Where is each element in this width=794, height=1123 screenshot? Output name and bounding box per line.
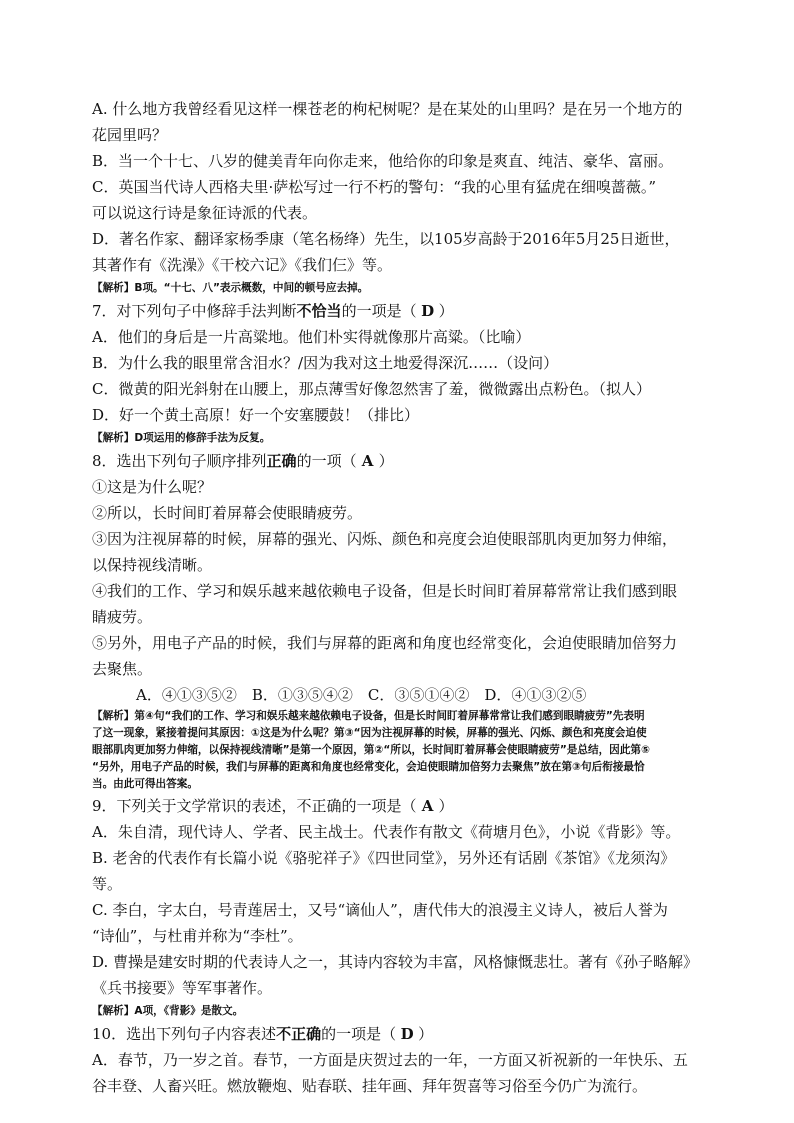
q9-option-d-line2: 《兵书接要》等军事著作。 xyxy=(92,979,273,997)
q6-option-a-line2: 花园里吗？ xyxy=(92,126,168,144)
q8-options: A．④①③⑤② B．①③⑤④② C．③⑤①④② D．④①③②⑤ xyxy=(136,686,587,704)
q8-stem-post: 的一项（ xyxy=(296,452,357,470)
q6-block xyxy=(92,96,708,298)
q10-stem-post: 的一项是（ xyxy=(321,1025,397,1043)
q9-option-c-line2: “诗仙”，与杜甫并称为“李杜”。 xyxy=(92,927,303,945)
q9-stem-pre: 9．下列关于文学常识的表述，不正确的一项是（ xyxy=(92,797,417,815)
q7-block xyxy=(92,298,708,448)
q6-option-c-line2: 可以说这行诗是象征诗派的代表。 xyxy=(92,204,318,222)
q7-stem-emphasis: 不恰当 xyxy=(296,302,342,320)
q8-sentence-5-line1: ⑤另外，用电子产品的时候，我们与屏幕的距离和角度也经常变化，会迫使眼睛加倍努力 xyxy=(92,634,678,652)
q8-analysis-line5: 当。由此可得出答案。 xyxy=(92,778,198,790)
q9-option-b-line1: B. 老舍的代表作有长篇小说《骆驼祥子》《四世同堂》，另外还有话剧《茶馆》《龙须沟》 xyxy=(92,849,676,867)
q8-sentence-3-line2: 以保持视线清晰。 xyxy=(92,556,213,574)
q8-answer: A xyxy=(361,452,374,470)
q10-block xyxy=(92,1021,708,1099)
q6-option-d-line2: 其著作有《洗澡》《干校六记》《我们仨》等。 xyxy=(92,256,393,274)
q8-sentence-5-line2: 去聚焦。 xyxy=(92,660,153,678)
q8-stem-end: ） xyxy=(378,452,394,470)
q9-analysis: 【解析】A项，《背影》是散文。 xyxy=(92,1005,244,1017)
q10-answer: D xyxy=(400,1025,414,1043)
q9-option-d-line1: D. 曹操是建安时期的代表诗人之一，其诗内容较为丰富，风格慷慨悲壮。著有《孙子略解》 xyxy=(92,953,699,971)
q8-analysis-line4: “另外，用电子产品的时候，我们与屏幕的距离和角度也经常变化，会迫使眼睛加倍努力去聚焦”放在第③句后衔接最恰 xyxy=(92,761,645,773)
q6-option-d-line1: D．著名作家、翻译家杨季康（笔名杨绛）先生，以105岁高龄于2016年5月25日逝世， xyxy=(92,230,680,248)
q9-answer: A xyxy=(421,797,434,815)
q8-sentence-4-line2: 睛疲劳。 xyxy=(92,608,153,626)
q8-analysis-line3: 眼部肌肉更加努力伸缩，以保持视线清晰”是第一个原因，第②“所以，长时间盯着屏幕会使眼睛疲劳”是总结，因此第⑤ xyxy=(92,744,650,756)
q6-option-b: B．当一个十七、八岁的健美青年向你走来，他给你的印象是爽直、纯洁、豪华、富丽。 xyxy=(92,152,674,170)
q6-option-a-line1: A. 什么地方我曾经看见这样一棵苍老的枸杞树呢？是在某处的山里吗？是在另一个地方的 xyxy=(92,100,683,118)
q6-analysis: 【解析】B项。“十七、八”表示概数，中间的顿号应去掉。 xyxy=(92,282,369,294)
q7-analysis: 【解析】D项运用的修辞手法为反复。 xyxy=(92,432,271,444)
q7-option-b: B．为什么我的眼里常含泪水？/因为我对这土地爱得深沉……（设问） xyxy=(92,354,559,372)
q8-stem-pre: 8．选出下列句子顺序排列 xyxy=(92,452,267,470)
q9-block xyxy=(92,793,708,1021)
q7-option-a: A．他们的身后是一片高粱地。他们朴实得就像那片高粱。（比喻） xyxy=(92,328,531,346)
q7-stem xyxy=(92,298,708,324)
q7-answer: D xyxy=(421,302,435,320)
q8-sentence-1: ①这是为什么呢？ xyxy=(92,478,213,496)
q9-option-c-line1: C. 李白，字太白，号青莲居士，又号“谪仙人”，唐代伟大的浪漫主义诗人，被后人誉为 xyxy=(92,901,668,919)
q9-stem xyxy=(92,793,708,819)
q8-sentence-4-line1: ④我们的工作、学习和娱乐越来越依赖电子设备，但是长时间盯着屏幕常常让我们感到眼 xyxy=(92,582,678,600)
q8-analysis-line1: 【解析】第④句“我们的工作、学习和娱乐越来越依赖电子设备，但是长时间盯着屏幕常常让我们感到眼睛疲劳”先表明 xyxy=(92,710,645,722)
q10-stem-emphasis: 不正确 xyxy=(276,1025,322,1043)
q7-option-d: D．好一个黄土高原！好一个安塞腰鼓！（排比） xyxy=(92,406,420,424)
q10-stem xyxy=(92,1021,708,1047)
q7-stem-post: 的一项是（ xyxy=(341,302,417,320)
q8-sentence-2: ②所以，长时间盯着屏幕会使眼睛疲劳。 xyxy=(92,504,363,522)
q10-option-a-line2: 谷丰登、人畜兴旺。燃放鞭炮、贴春联、挂年画、拜年贺喜等习俗至今仍广为流行。 xyxy=(92,1077,648,1095)
q7-stem-end: ） xyxy=(438,302,454,320)
q10-stem-end: ） xyxy=(418,1025,434,1043)
q8-block xyxy=(92,448,708,793)
q9-option-a: A．朱自清，现代诗人、学者、民主战士。代表作有散文《荷塘月色》，小说《背影》等。 xyxy=(92,823,681,841)
q9-stem-end: ） xyxy=(438,797,454,815)
q6-option-c-line1: C．英国当代诗人西格夫里·萨松写过一行不朽的警句：“我的心里有猛虎在细嗅蔷薇。” xyxy=(92,178,657,196)
q9-option-b-line2: 等。 xyxy=(92,875,123,893)
q8-sentence-3-line1: ③因为注视屏幕的时候，屏幕的强光、闪烁、颜色和亮度会迫使眼部肌肉更加努力伸缩， xyxy=(92,530,678,548)
q7-option-c: C．微黄的阳光斜射在山腰上，那点薄雪好像忽然害了羞，微微露出点粉色。（拟人） xyxy=(92,380,651,398)
q8-stem xyxy=(92,448,708,474)
q8-stem-emphasis: 正确 xyxy=(266,452,297,470)
q8-analysis-line2: 了这一现象，紧接着提问其原因：①这是为什么呢？第③“因为注视屏幕的时候，屏幕的强光、闪烁、颜色和亮度会迫使 xyxy=(92,727,647,739)
q7-stem-pre: 7．对下列句子中修辞手法判断 xyxy=(92,302,297,320)
q10-option-a-line1: A．春节，乃一岁之首。春节，一方面是庆贺过去的一年，一方面又祈祝新的一年快乐、五 xyxy=(92,1051,688,1069)
q10-stem-pre: 10．选出下列句子内容表述 xyxy=(92,1025,277,1043)
